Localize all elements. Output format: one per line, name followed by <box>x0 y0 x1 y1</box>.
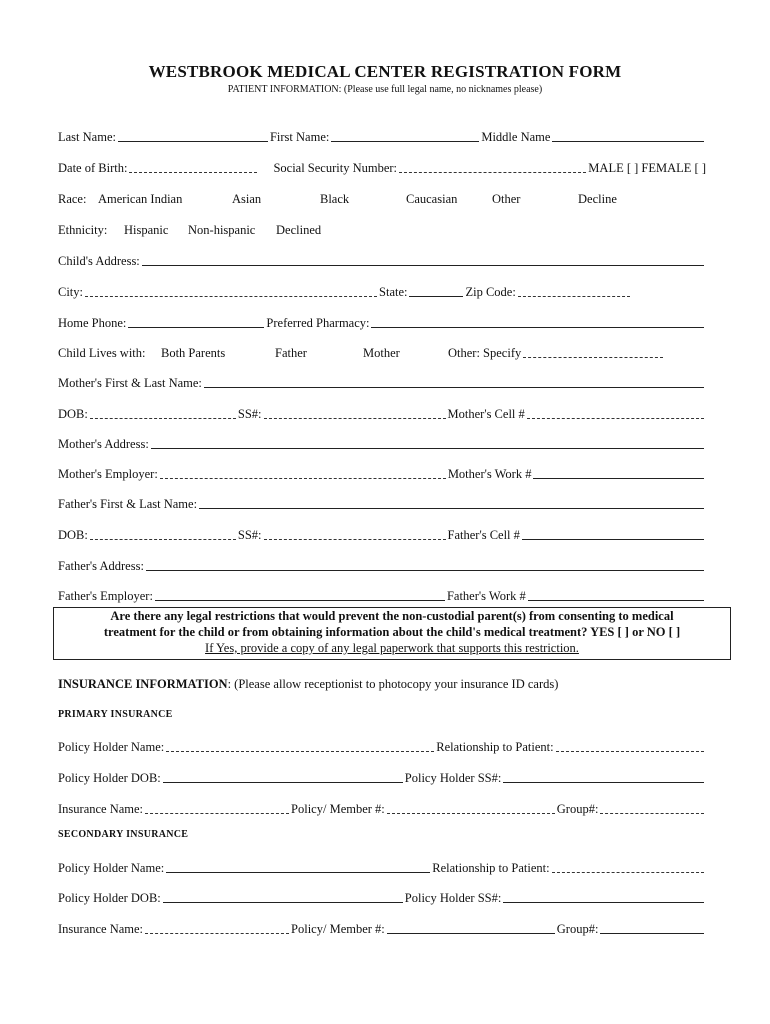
mother-employer-field[interactable] <box>160 477 446 479</box>
secondary-holder-ssn-label: Policy Holder SS#: <box>404 891 502 905</box>
mother-cell-label: Mother's Cell # <box>447 407 525 421</box>
mother-employer-label: Mother's Employer: <box>58 467 158 481</box>
primary-holder-name-field[interactable] <box>166 750 434 752</box>
city-label: City: <box>58 285 84 299</box>
secondary-member-label: Policy/ Member #: <box>291 922 385 936</box>
secondary-insurance-name-label: Insurance Name: <box>58 922 144 936</box>
secondary-member-field[interactable] <box>387 932 555 934</box>
primary-member-label: Policy/ Member #: <box>291 802 385 816</box>
primary-member-field[interactable] <box>387 812 555 814</box>
legal-question-line-2[interactable]: treatment for the child or from obtaining information about the child's medical treatment? YES [ ] or NO [ ] <box>103 625 681 639</box>
form-subtitle: PATIENT INFORMATION: (Please use full legal name, no nicknames please) <box>227 84 543 95</box>
ethnicity-row <box>58 219 706 237</box>
secondary-insurance-name-row <box>58 918 706 936</box>
primary-insurance-name-label: Insurance Name: <box>58 802 144 816</box>
father-name-row <box>58 493 706 511</box>
middle-name-label: Middle Name <box>481 130 551 144</box>
secondary-relationship-field[interactable] <box>552 871 704 873</box>
mother-cell-field[interactable] <box>527 417 704 419</box>
zip-label: Zip Code: <box>465 285 516 299</box>
secondary-holder-dob-field[interactable] <box>163 901 403 903</box>
form-title: WESTBROOK MEDICAL CENTER REGISTRATION FORM <box>148 62 622 81</box>
race-option-black[interactable]: Black <box>320 192 350 206</box>
ethnicity-option-declined[interactable]: Declined <box>276 223 322 237</box>
insurance-heading <box>58 677 558 692</box>
mother-name-label: Mother's First & Last Name: <box>58 376 202 390</box>
mother-address-label: Mother's Address: <box>58 437 149 451</box>
father-employer-row <box>58 585 706 603</box>
middle-name-field[interactable] <box>552 140 704 142</box>
city-field[interactable] <box>85 295 377 297</box>
secondary-relationship-label: Relationship to Patient: <box>432 861 550 875</box>
mother-address-row <box>58 433 706 451</box>
mother-work-label: Mother's Work # <box>447 467 532 481</box>
child-address-row <box>58 250 706 268</box>
father-address-row <box>58 555 706 573</box>
state-label: State: <box>379 285 408 299</box>
father-employer-field[interactable] <box>155 599 445 601</box>
mother-employer-row <box>58 463 706 481</box>
dob-label: Date of Birth: <box>58 161 128 175</box>
zip-field[interactable] <box>518 295 630 297</box>
primary-group-label: Group#: <box>556 802 599 816</box>
father-employer-label: Father's Employer: <box>58 589 153 603</box>
secondary-holder-name-field[interactable] <box>166 871 430 873</box>
secondary-group-field[interactable] <box>600 932 704 934</box>
last-name-field[interactable] <box>118 140 268 142</box>
mother-name-row <box>58 372 706 390</box>
lives-with-mother[interactable]: Mother <box>363 346 400 360</box>
other-specify-field[interactable] <box>523 356 663 358</box>
insurance-heading-note: : (Please allow receptionist to photocopy your insurance ID cards) <box>227 677 559 691</box>
mother-ssn-label: SS#: <box>237 407 262 421</box>
mother-address-field[interactable] <box>151 447 704 449</box>
home-phone-field[interactable] <box>128 326 264 328</box>
primary-relationship-field[interactable] <box>556 750 704 752</box>
dob-field[interactable] <box>129 171 257 173</box>
sex-options[interactable]: MALE [ ] FEMALE [ ] <box>588 161 706 175</box>
insurance-heading-title: INSURANCE INFORMATION <box>58 677 228 691</box>
father-name-field[interactable] <box>199 507 704 509</box>
pharmacy-field[interactable] <box>371 326 704 328</box>
father-address-label: Father's Address: <box>58 559 144 573</box>
primary-insurance-heading: PRIMARY INSURANCE <box>58 709 173 720</box>
race-row <box>58 188 706 206</box>
name-row <box>58 126 706 144</box>
secondary-insurance-heading: SECONDARY INSURANCE <box>58 829 189 840</box>
legal-note: If Yes, provide a copy of any legal paperwork that supports this restriction. <box>205 641 579 655</box>
child-address-label: Child's Address: <box>58 254 140 268</box>
lives-with-row <box>58 342 706 360</box>
phone-row <box>58 312 706 330</box>
dob-row <box>58 157 706 175</box>
mother-dob-field[interactable] <box>90 417 236 419</box>
city-row <box>58 281 706 299</box>
child-address-field[interactable] <box>142 264 704 266</box>
other-specify-label: Other: Specify <box>448 346 522 360</box>
mother-ssn-field[interactable] <box>264 417 446 419</box>
home-phone-label: Home Phone: <box>58 316 127 330</box>
father-ssn-label: SS#: <box>237 528 262 542</box>
ethnicity-label: Ethnicity: <box>58 223 108 237</box>
father-dob-label: DOB: <box>58 528 88 542</box>
father-address-field[interactable] <box>146 569 704 571</box>
primary-insurance-name-field[interactable] <box>145 812 289 814</box>
primary-relationship-label: Relationship to Patient: <box>436 740 554 754</box>
mother-name-field[interactable] <box>204 386 704 388</box>
secondary-holder-name-label: Policy Holder Name: <box>58 861 165 875</box>
father-name-label: Father's First & Last Name: <box>58 497 198 511</box>
race-option-other[interactable]: Other <box>492 192 521 206</box>
primary-holder-dob-field[interactable] <box>163 781 403 783</box>
primary-holder-dob-label: Policy Holder DOB: <box>58 771 161 785</box>
secondary-holder-row <box>58 857 706 875</box>
primary-group-field[interactable] <box>600 812 704 814</box>
race-label: Race: <box>58 192 87 206</box>
father-cell-field[interactable] <box>522 538 704 540</box>
ethnicity-option-non-hispanic[interactable]: Non-hispanic <box>188 223 256 237</box>
lives-with-label: Child Lives with: <box>58 346 146 360</box>
secondary-holder-dob-label: Policy Holder DOB: <box>58 891 161 905</box>
legal-question-line-1: Are there any legal restrictions that would prevent the non-custodial parent(s) from consenting to medical <box>110 609 674 623</box>
secondary-group-label: Group#: <box>556 922 599 936</box>
father-cell-label: Father's Cell # <box>447 528 520 542</box>
legal-restrictions-box <box>53 607 731 660</box>
last-name-label: Last Name: <box>58 130 116 144</box>
primary-dob-row <box>58 767 706 785</box>
secondary-insurance-name-field[interactable] <box>145 932 289 934</box>
secondary-dob-row <box>58 887 706 905</box>
father-dob-row <box>58 524 706 542</box>
primary-holder-ssn-label: Policy Holder SS#: <box>404 771 502 785</box>
father-dob-field[interactable] <box>90 538 236 540</box>
race-option-decline[interactable]: Decline <box>578 192 617 206</box>
mother-dob-row <box>58 403 706 421</box>
primary-holder-row <box>58 736 706 754</box>
ssn-label: Social Security Number: <box>273 161 398 175</box>
primary-holder-name-label: Policy Holder Name: <box>58 740 165 754</box>
primary-holder-ssn-field[interactable] <box>503 781 704 783</box>
lives-with-father[interactable]: Father <box>275 346 307 360</box>
first-name-field[interactable] <box>331 140 479 142</box>
race-option-american-indian[interactable]: American Indian <box>98 192 183 206</box>
primary-insurance-name-row <box>58 798 706 816</box>
secondary-holder-ssn-field[interactable] <box>503 901 704 903</box>
lives-with-both-parents[interactable]: Both Parents <box>161 346 226 360</box>
ethnicity-option-hispanic[interactable]: Hispanic <box>124 223 169 237</box>
pharmacy-label: Preferred Pharmacy: <box>266 316 370 330</box>
race-option-asian[interactable]: Asian <box>232 192 262 206</box>
mother-dob-label: DOB: <box>58 407 88 421</box>
father-work-field[interactable] <box>528 599 704 601</box>
race-option-caucasian[interactable]: Caucasian <box>406 192 458 206</box>
father-work-label: Father's Work # <box>446 589 526 603</box>
mother-work-field[interactable] <box>533 477 704 479</box>
father-ssn-field[interactable] <box>264 538 446 540</box>
first-name-label: First Name: <box>269 130 330 144</box>
state-field[interactable] <box>409 295 463 297</box>
ssn-field[interactable] <box>399 171 586 173</box>
